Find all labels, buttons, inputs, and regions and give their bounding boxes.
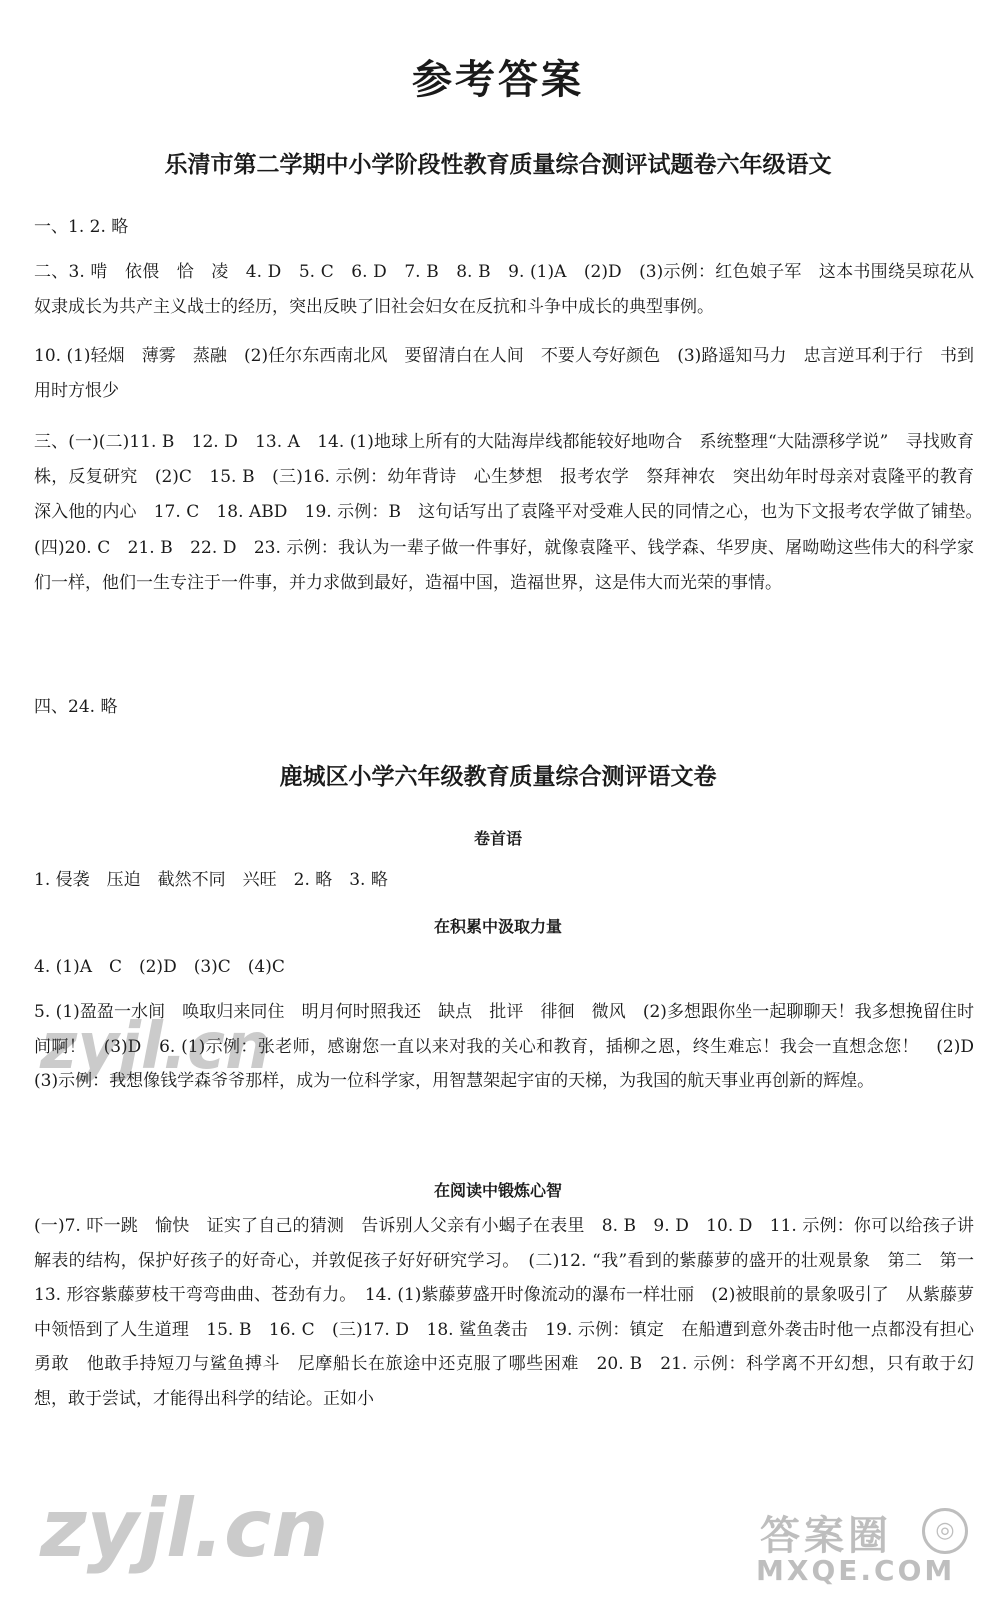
watermark-text: zyjl.cn: [40, 1010, 271, 1084]
section-title-lucheng: 鹿城区小学六年级教育质量综合测评语文卷: [279, 763, 717, 790]
watermark-text: zyjl.cn: [40, 1482, 329, 1575]
answer-paragraph: 一、1. 2. 略: [34, 217, 129, 237]
answer-paragraph: 四、24. 略: [34, 697, 118, 717]
watermark-logo-cn: 答案圈: [760, 1513, 892, 1559]
watermark-circle-icon: ◎: [922, 1508, 968, 1554]
watermark-logo-en: MXQE.COM: [756, 1554, 956, 1587]
answer-paragraph: 三、(一)(二)11. B 12. D 13. A 14. (1)地球上所有的大陆海岸线都能较好地吻合 系统整理“大陆漂移学说” 寻找败育株，反复研究 (2)C 15. B (三)16. 示例：幼年背诗 心生梦想 报考农学 祭拜神农 突出幼年时母亲对袁隆平的教育深入他的内心 17. C 18. ABD 19. 示例：B 这句话写出了袁隆平对受难人民的同情之心，也为下文报考农学做了铺垫。 (四)20. C 21. B 22. D 23. 示例：我认为一辈子做一件事好，就像袁隆平、钱学森、华罗庚、屠呦呦这些伟大的科学家们一样，他们一生专注于一件事，并力求做到最好，造福中国，造福世界，这是伟大而光荣的事情。: [34, 432, 991, 593]
subsection-title: 卷首语: [473, 829, 522, 848]
answer-paragraph: 5. (1)盈盈一水间 唤取归来同住 明月何时照我还 缺点 批评 徘徊 微风 (2)多想跟你坐一起聊聊天！我多想挽留住时间啊！ (3)D 6. (1)示例：张老师，感谢您一直以来对我的关心和教育，插柳之恩，终生难忘！我会一直想念您！ (2)D (3)示例：我想像钱学森爷爷那样，成为一位科学家，用智慧架起宇宙的天梯，为我国的航天事业再创新的辉煌。: [34, 1002, 991, 1092]
watermark-logo: [752, 1502, 982, 1594]
answer-paragraph: 二、3. 啃 依偎 恰 凌 4. D 5. C 6. D 7. B 8. B 9. (1)A (2)D (3)示例：红色娘子军 这本书围绕吴琼花从奴隶成长为共产主义战士的经历，突出反映了旧社会妇女在反抗和斗争中成长的典型事例。: [34, 262, 974, 318]
section-title-leqing: 乐清市第二学期中小学阶段性教育质量综合测评试题卷六年级语文: [164, 151, 832, 178]
answer-paragraph: (一)7. 吓一跳 愉快 证实了自己的猜测 告诉别人父亲有小蝎子在表里 8. B 9. D 10. D 11. 示例：你可以给孩子讲解表的结构，保护好孩子的好奇心，并敦促孩子好好研究学习。 (二)12. “我”看到的紫藤萝的盛开的壮观景象 第二 第一 13. 形容紫藤萝枝干弯弯曲曲、苍劲有力。 14. (1)紫藤萝盛开时像流动的瀑布一样壮丽 (2)被眼前的景象吸引了 从紫藤萝中领悟到了人生道理 15. B 16. C (三)17. D 18. 鲨鱼袭击 19. 示例：镇定 在船遭到意外袭击时他一点都没有担心 勇敢 他敢手持短刀与鲨鱼搏斗 尼摩船长在旅途中还克服了哪些困难 20. B 21. 示例：科学离不开幻想，只有敢于幻想，敢于尝试，才能得出科学的结论。正如小: [34, 1216, 991, 1409]
subsection-title: 在积累中汲取力量: [433, 917, 562, 936]
answer-paragraph: 10. (1)轻烟 薄雾 蒸融 (2)任尔东西南北风 要留清白在人间 不要人夸好颜色 (3)路遥知马力 忠言逆耳利于行 书到用时方恨少: [34, 346, 974, 402]
subsection-title: 在阅读中锻炼心智: [433, 1181, 562, 1200]
answer-paragraph: 4. (1)A C (2)D (3)C (4)C: [34, 957, 285, 977]
page-title: 参考答案: [412, 56, 584, 103]
answer-paragraph: 1. 侵袭 压迫 截然不同 兴旺 2. 略 3. 略: [34, 870, 388, 890]
